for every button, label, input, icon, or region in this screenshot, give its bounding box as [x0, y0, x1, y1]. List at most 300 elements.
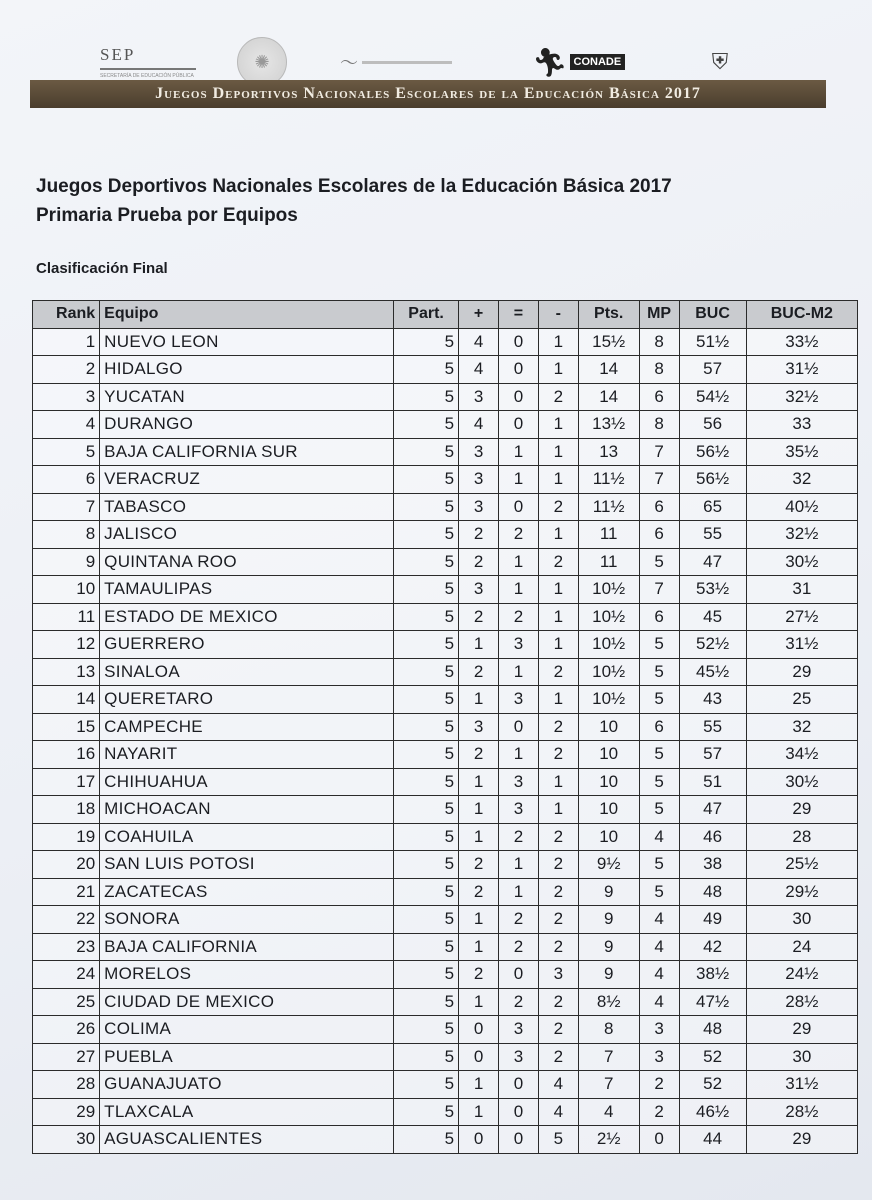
cell-buchholz: 56	[679, 411, 746, 439]
col-header-wins: +	[459, 301, 499, 329]
cell-points: 15½	[578, 328, 639, 356]
cell-buchholz-m2: 34½	[746, 741, 857, 769]
cell-points: 9	[578, 933, 639, 961]
table-row	[33, 1071, 858, 1099]
cell-buchholz: 42	[679, 933, 746, 961]
cell-wins: 3	[459, 576, 499, 604]
cell-team: CHIHUAHUA	[100, 768, 394, 796]
cell-buchholz: 56½	[679, 466, 746, 494]
cell-match-points: 5	[639, 631, 679, 659]
cell-losses: 2	[538, 383, 578, 411]
cell-rank: 4	[33, 411, 100, 439]
cell-team: SONORA	[100, 906, 394, 934]
table-row	[33, 851, 858, 879]
col-header-rank: Rank	[33, 301, 100, 329]
col-header-draws: =	[499, 301, 539, 329]
cell-played: 5	[394, 603, 459, 631]
cell-points: 11	[578, 548, 639, 576]
cell-rank: 16	[33, 741, 100, 769]
cell-match-points: 5	[639, 851, 679, 879]
cell-wins: 1	[459, 631, 499, 659]
cell-match-points: 2	[639, 1071, 679, 1099]
cell-played: 5	[394, 713, 459, 741]
cell-losses: 1	[538, 631, 578, 659]
sep-logo-text: SEP	[100, 45, 136, 64]
cell-buchholz-m2: 25	[746, 686, 857, 714]
cell-rank: 26	[33, 1016, 100, 1044]
cell-draws: 1	[499, 548, 539, 576]
cell-points: 10½	[578, 603, 639, 631]
col-header-team: Equipo	[100, 301, 394, 329]
cell-played: 5	[394, 741, 459, 769]
cell-team: PUEBLA	[100, 1043, 394, 1071]
cell-buchholz: 55	[679, 521, 746, 549]
cell-match-points: 2	[639, 1098, 679, 1126]
cell-wins: 3	[459, 383, 499, 411]
cell-losses: 1	[538, 603, 578, 631]
cell-buchholz: 57	[679, 741, 746, 769]
cell-draws: 0	[499, 356, 539, 384]
cell-rank: 13	[33, 658, 100, 686]
cell-losses: 2	[538, 658, 578, 686]
cell-match-points: 8	[639, 411, 679, 439]
cell-team: ESTADO DE MEXICO	[100, 603, 394, 631]
cell-rank: 14	[33, 686, 100, 714]
cell-buchholz-m2: 28½	[746, 1098, 857, 1126]
cell-match-points: 5	[639, 741, 679, 769]
cell-wins: 3	[459, 466, 499, 494]
cell-team: TAMAULIPAS	[100, 576, 394, 604]
table-row	[33, 521, 858, 549]
cell-match-points: 7	[639, 438, 679, 466]
cell-match-points: 6	[639, 603, 679, 631]
cell-played: 5	[394, 383, 459, 411]
cell-points: 10½	[578, 686, 639, 714]
cell-team: QUERETARO	[100, 686, 394, 714]
cell-losses: 1	[538, 466, 578, 494]
cell-buchholz-m2: 31	[746, 576, 857, 604]
cell-buchholz: 51	[679, 768, 746, 796]
cell-wins: 1	[459, 686, 499, 714]
cell-match-points: 5	[639, 658, 679, 686]
cell-points: 8½	[578, 988, 639, 1016]
cell-buchholz-m2: 30	[746, 906, 857, 934]
cell-buchholz-m2: 35½	[746, 438, 857, 466]
cell-wins: 1	[459, 906, 499, 934]
cell-buchholz-m2: 30½	[746, 768, 857, 796]
cell-match-points: 6	[639, 713, 679, 741]
cell-wins: 2	[459, 658, 499, 686]
cell-buchholz: 57	[679, 356, 746, 384]
cell-team: NAYARIT	[100, 741, 394, 769]
cell-draws: 0	[499, 1126, 539, 1154]
cell-team: CIUDAD DE MEXICO	[100, 988, 394, 1016]
cell-losses: 1	[538, 686, 578, 714]
cell-points: 11	[578, 521, 639, 549]
cell-buchholz-m2: 25½	[746, 851, 857, 879]
cell-buchholz: 45	[679, 603, 746, 631]
cell-points: 13	[578, 438, 639, 466]
cell-wins: 3	[459, 713, 499, 741]
cell-match-points: 8	[639, 356, 679, 384]
cell-team: YUCATAN	[100, 383, 394, 411]
cell-team: TABASCO	[100, 493, 394, 521]
table-row	[33, 356, 858, 384]
cell-rank: 18	[33, 796, 100, 824]
cell-played: 5	[394, 521, 459, 549]
cell-played: 5	[394, 356, 459, 384]
cell-buchholz: 45½	[679, 658, 746, 686]
cell-buchholz-m2: 24	[746, 933, 857, 961]
cell-draws: 0	[499, 1071, 539, 1099]
cell-team: AGUASCALIENTES	[100, 1126, 394, 1154]
cell-played: 5	[394, 851, 459, 879]
col-header-points: Pts.	[578, 301, 639, 329]
cell-buchholz-m2: 33	[746, 411, 857, 439]
table-row	[33, 686, 858, 714]
cell-match-points: 7	[639, 466, 679, 494]
cell-buchholz-m2: 40½	[746, 493, 857, 521]
cell-buchholz-m2: 32½	[746, 383, 857, 411]
cell-played: 5	[394, 1071, 459, 1099]
cell-buchholz: 46	[679, 823, 746, 851]
standings-table	[32, 300, 858, 1154]
cell-losses: 2	[538, 741, 578, 769]
cell-played: 5	[394, 411, 459, 439]
cell-wins: 3	[459, 438, 499, 466]
cell-draws: 3	[499, 1016, 539, 1044]
cell-draws: 2	[499, 988, 539, 1016]
cell-team: SINALOA	[100, 658, 394, 686]
cell-points: 10	[578, 713, 639, 741]
section-heading: Clasificación Final	[36, 260, 168, 277]
cell-wins: 1	[459, 1071, 499, 1099]
cell-draws: 3	[499, 686, 539, 714]
table-row	[33, 823, 858, 851]
cell-draws: 2	[499, 823, 539, 851]
table-row	[33, 438, 858, 466]
cell-buchholz: 52½	[679, 631, 746, 659]
cell-buchholz: 48	[679, 878, 746, 906]
cell-wins: 0	[459, 1126, 499, 1154]
cell-losses: 4	[538, 1098, 578, 1126]
cell-rank: 3	[33, 383, 100, 411]
table-row	[33, 713, 858, 741]
cell-buchholz-m2: 29	[746, 1016, 857, 1044]
cell-played: 5	[394, 796, 459, 824]
cell-points: 7	[578, 1043, 639, 1071]
cell-buchholz-m2: 30	[746, 1043, 857, 1071]
cell-buchholz-m2: 33½	[746, 328, 857, 356]
cell-points: 8	[578, 1016, 639, 1044]
cell-played: 5	[394, 328, 459, 356]
cell-draws: 1	[499, 576, 539, 604]
col-header-buchholz: BUC	[679, 301, 746, 329]
cell-draws: 2	[499, 933, 539, 961]
cell-wins: 1	[459, 796, 499, 824]
document-title: Juegos Deportivos Nacionales Escolares de la Educación Básica 2017	[36, 176, 672, 197]
cell-buchholz-m2: 32½	[746, 521, 857, 549]
cell-buchholz-m2: 29	[746, 796, 857, 824]
cell-draws: 0	[499, 328, 539, 356]
cell-buchholz-m2: 32	[746, 713, 857, 741]
cell-buchholz-m2: 31½	[746, 1071, 857, 1099]
cell-points: 9½	[578, 851, 639, 879]
col-header-buchholz-m2: BUC-M2	[746, 301, 857, 329]
cell-points: 9	[578, 961, 639, 989]
cell-match-points: 3	[639, 1016, 679, 1044]
cell-rank: 28	[33, 1071, 100, 1099]
cell-losses: 5	[538, 1126, 578, 1154]
cell-points: 11½	[578, 466, 639, 494]
cell-draws: 0	[499, 1098, 539, 1126]
cell-played: 5	[394, 878, 459, 906]
table-row	[33, 933, 858, 961]
cell-losses: 1	[538, 521, 578, 549]
crest-icon: ⛨	[711, 49, 729, 74]
cell-team: BAJA CALIFORNIA SUR	[100, 438, 394, 466]
table-row	[33, 411, 858, 439]
cell-buchholz: 52	[679, 1043, 746, 1071]
cell-buchholz: 54½	[679, 383, 746, 411]
cell-losses: 1	[538, 356, 578, 384]
cell-wins: 1	[459, 823, 499, 851]
cell-wins: 0	[459, 1016, 499, 1044]
cell-buchholz: 47	[679, 548, 746, 576]
cell-points: 10½	[578, 576, 639, 604]
cell-team: MORELOS	[100, 961, 394, 989]
conade-logo-text: CONADE	[570, 54, 626, 70]
col-header-played: Part.	[394, 301, 459, 329]
cell-rank: 5	[33, 438, 100, 466]
cell-match-points: 5	[639, 548, 679, 576]
cell-wins: 2	[459, 741, 499, 769]
cell-buchholz-m2: 29	[746, 1126, 857, 1154]
cell-losses: 2	[538, 851, 578, 879]
cell-rank: 17	[33, 768, 100, 796]
cell-rank: 29	[33, 1098, 100, 1126]
cell-played: 5	[394, 1126, 459, 1154]
cell-played: 5	[394, 493, 459, 521]
cell-losses: 4	[538, 1071, 578, 1099]
cell-buchholz: 53½	[679, 576, 746, 604]
cell-draws: 3	[499, 1043, 539, 1071]
cell-match-points: 4	[639, 906, 679, 934]
cell-rank: 19	[33, 823, 100, 851]
cell-draws: 2	[499, 521, 539, 549]
cell-draws: 2	[499, 906, 539, 934]
cell-wins: 3	[459, 493, 499, 521]
cell-match-points: 4	[639, 961, 679, 989]
cell-played: 5	[394, 906, 459, 934]
cell-buchholz-m2: 29½	[746, 878, 857, 906]
cell-rank: 22	[33, 906, 100, 934]
cell-buchholz-m2: 31½	[746, 631, 857, 659]
cell-match-points: 5	[639, 878, 679, 906]
cell-match-points: 7	[639, 576, 679, 604]
cell-team: QUINTANA ROO	[100, 548, 394, 576]
cell-played: 5	[394, 1098, 459, 1126]
cell-played: 5	[394, 576, 459, 604]
cell-draws: 1	[499, 741, 539, 769]
cell-wins: 2	[459, 548, 499, 576]
cell-played: 5	[394, 1016, 459, 1044]
runner-icon: 🏃︎	[532, 46, 568, 78]
cell-points: 14	[578, 383, 639, 411]
table-row	[33, 576, 858, 604]
table-row	[33, 878, 858, 906]
cell-team: HIDALGO	[100, 356, 394, 384]
cell-draws: 3	[499, 631, 539, 659]
table-row	[33, 383, 858, 411]
table-row	[33, 658, 858, 686]
cell-wins: 2	[459, 521, 499, 549]
sep-logo-subtext: SECRETARÍA DE EDUCACIÓN PÚBLICA	[100, 73, 194, 79]
cell-played: 5	[394, 658, 459, 686]
cell-wins: 4	[459, 411, 499, 439]
cell-team: SAN LUIS POTOSI	[100, 851, 394, 879]
cell-played: 5	[394, 823, 459, 851]
cell-rank: 12	[33, 631, 100, 659]
cell-losses: 2	[538, 1043, 578, 1071]
cell-draws: 2	[499, 603, 539, 631]
cell-team: COLIMA	[100, 1016, 394, 1044]
cell-match-points: 6	[639, 521, 679, 549]
table-row	[33, 741, 858, 769]
cell-buchholz-m2: 32	[746, 466, 857, 494]
cell-played: 5	[394, 631, 459, 659]
table-row	[33, 1016, 858, 1044]
cell-draws: 1	[499, 466, 539, 494]
cell-draws: 0	[499, 411, 539, 439]
cell-draws: 1	[499, 851, 539, 879]
cell-losses: 1	[538, 328, 578, 356]
cell-losses: 2	[538, 988, 578, 1016]
cell-played: 5	[394, 548, 459, 576]
cell-buchholz-m2: 28½	[746, 988, 857, 1016]
table-row	[33, 493, 858, 521]
cell-buchholz: 38	[679, 851, 746, 879]
cell-team: JALISCO	[100, 521, 394, 549]
col-header-match-points: MP	[639, 301, 679, 329]
cell-buchholz: 38½	[679, 961, 746, 989]
cell-buchholz-m2: 30½	[746, 548, 857, 576]
cell-points: 10½	[578, 631, 639, 659]
cell-losses: 1	[538, 768, 578, 796]
cell-points: 4	[578, 1098, 639, 1126]
cell-points: 13½	[578, 411, 639, 439]
cell-wins: 1	[459, 988, 499, 1016]
cell-points: 10½	[578, 658, 639, 686]
cell-team: ZACATECAS	[100, 878, 394, 906]
table-row	[33, 603, 858, 631]
cell-rank: 15	[33, 713, 100, 741]
cell-points: 9	[578, 906, 639, 934]
document-subtitle: Primaria Prueba por Equipos	[36, 205, 298, 226]
table-row	[33, 1043, 858, 1071]
cell-losses: 2	[538, 906, 578, 934]
cell-buchholz: 47½	[679, 988, 746, 1016]
cell-played: 5	[394, 686, 459, 714]
table-row	[33, 796, 858, 824]
cell-buchholz: 51½	[679, 328, 746, 356]
cell-wins: 0	[459, 1043, 499, 1071]
cell-rank: 9	[33, 548, 100, 576]
cell-team: BAJA CALIFORNIA	[100, 933, 394, 961]
cell-wins: 2	[459, 603, 499, 631]
cell-team: VERACRUZ	[100, 466, 394, 494]
cell-rank: 1	[33, 328, 100, 356]
cell-rank: 11	[33, 603, 100, 631]
cell-match-points: 8	[639, 328, 679, 356]
cell-team: NUEVO LEON	[100, 328, 394, 356]
cell-rank: 25	[33, 988, 100, 1016]
table-row	[33, 631, 858, 659]
cell-losses: 2	[538, 548, 578, 576]
standings-body	[33, 328, 858, 1153]
cell-match-points: 3	[639, 1043, 679, 1071]
cell-match-points: 4	[639, 988, 679, 1016]
swoosh-icon: 〜	[340, 53, 358, 73]
table-header-row	[33, 301, 858, 329]
cell-buchholz: 52	[679, 1071, 746, 1099]
cell-points: 10	[578, 823, 639, 851]
cell-draws: 0	[499, 961, 539, 989]
cell-match-points: 6	[639, 383, 679, 411]
cell-match-points: 0	[639, 1126, 679, 1154]
cell-draws: 1	[499, 438, 539, 466]
table-row	[33, 328, 858, 356]
cell-match-points: 6	[639, 493, 679, 521]
table-row	[33, 961, 858, 989]
cell-buchholz-m2: 27½	[746, 603, 857, 631]
cell-match-points: 5	[639, 796, 679, 824]
cell-rank: 6	[33, 466, 100, 494]
cell-buchholz-m2: 31½	[746, 356, 857, 384]
cell-team: GUANAJUATO	[100, 1071, 394, 1099]
cell-draws: 3	[499, 796, 539, 824]
cell-buchholz: 43	[679, 686, 746, 714]
cell-match-points: 5	[639, 686, 679, 714]
eagle-seal-icon: ✺	[237, 37, 287, 87]
cell-losses: 2	[538, 878, 578, 906]
cell-draws: 0	[499, 713, 539, 741]
cell-draws: 1	[499, 658, 539, 686]
cell-points: 9	[578, 878, 639, 906]
cell-losses: 2	[538, 713, 578, 741]
cell-losses: 2	[538, 933, 578, 961]
cell-losses: 3	[538, 961, 578, 989]
cell-team: COAHUILA	[100, 823, 394, 851]
cell-rank: 27	[33, 1043, 100, 1071]
cell-team: MICHOACAN	[100, 796, 394, 824]
cell-wins: 2	[459, 878, 499, 906]
cell-losses: 1	[538, 576, 578, 604]
cell-played: 5	[394, 1043, 459, 1071]
cell-team: TLAXCALA	[100, 1098, 394, 1126]
cell-losses: 2	[538, 1016, 578, 1044]
cell-rank: 2	[33, 356, 100, 384]
cell-buchholz: 46½	[679, 1098, 746, 1126]
cell-buchholz-m2: 28	[746, 823, 857, 851]
cell-played: 5	[394, 768, 459, 796]
cell-points: 2½	[578, 1126, 639, 1154]
cell-points: 10	[578, 796, 639, 824]
cell-buchholz: 55	[679, 713, 746, 741]
subsecretaria-logo-line	[362, 61, 452, 64]
cell-wins: 2	[459, 961, 499, 989]
cell-buchholz: 47	[679, 796, 746, 824]
